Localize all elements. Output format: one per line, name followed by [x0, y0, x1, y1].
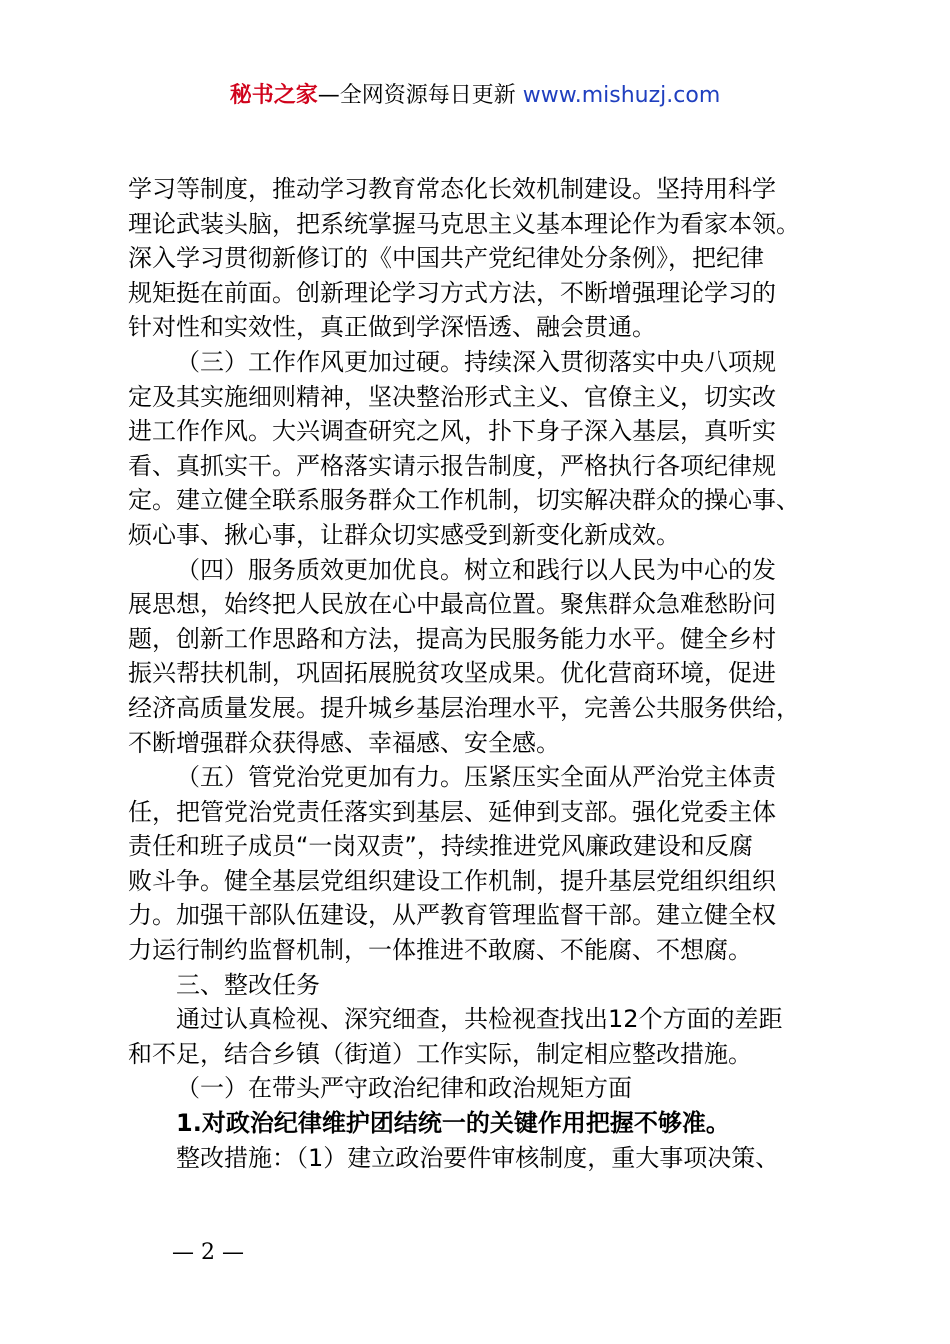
text-line: 整改措施：（1）建立政治要件审核制度，重大事项决策、	[176, 1143, 780, 1172]
text-line: 和不足，结合乡镇（街道）工作实际，制定相应整改措施。	[128, 1039, 752, 1068]
site-header	[0, 80, 950, 112]
text-line: 烦心事、揪心事，让群众切实感受到新变化新成效。	[128, 520, 680, 549]
text-line: （三）工作作风更加过硬。持续深入贯彻落实中央八项规	[176, 347, 776, 376]
text-line: 三、整改任务	[176, 970, 320, 999]
text-line: 通过认真检视、深究细查，共检视查找出12个方面的差距	[176, 1005, 783, 1034]
text-line: 进工作作风。大兴调查研究之风，扑下身子深入基层，真听实	[128, 417, 776, 446]
site-brand: 秘书之家	[229, 83, 318, 108]
text-line: 力运行制约监督机制，一体推进不敢腐、不能腐、不想腐。	[128, 936, 752, 965]
page-number: — 2 —	[172, 1240, 244, 1265]
text-line: 责任和班子成员“一岗双责”，持续推进党风廉政建设和反腐	[128, 832, 753, 861]
text-line: 针对性和实效性，真正做到学深悟透、融会贯通。	[128, 313, 656, 342]
text-line: 任，把管党治党责任落实到基层、延伸到支部。强化党委主体	[128, 797, 776, 826]
text-line: （一）在带头严守政治纪律和政治规矩方面	[176, 1074, 632, 1103]
text-line: 定及其实施细则精神，坚决整治形式主义、官僚主义，切实改	[128, 382, 776, 411]
text-line: 败斗争。健全基层党组织建设工作机制，提升基层党组织组织	[128, 866, 776, 895]
text-line: 展思想，始终把人民放在心中最高位置。聚焦群众急难愁盼问	[128, 590, 776, 619]
text-line: （四）服务质效更加优良。树立和践行以人民为中心的发	[176, 555, 776, 584]
site-tagline: —全网资源每日更新	[317, 83, 523, 108]
text-line: 理论武装头脑，把系统掌握马克思主义基本理论作为看家本领。	[128, 209, 800, 238]
bold-heading-line: 1.对政治纪律维护团结统一的关键作用把握不够准。	[176, 1109, 730, 1138]
site-url-link[interactable]: www.mishuzj.com	[522, 83, 721, 108]
text-line: 不断增强群众获得感、幸福感、安全感。	[128, 728, 560, 757]
document-body	[128, 172, 838, 1175]
text-line: 经济高质量发展。提升城乡基层治理水平，完善公共服务供给，	[128, 693, 800, 722]
text-line: 深入学习贯彻新修订的《中国共产党纪律处分条例》，把纪律	[128, 244, 764, 273]
text-line: 学习等制度，推动学习教育常态化长效机制建设。坚持用科学	[128, 175, 776, 203]
text-line: 看、真抓实干。严格落实请示报告制度，严格执行各项纪律规	[128, 451, 776, 480]
text-line: 力。加强干部队伍建设，从严教育管理监督干部。建立健全权	[128, 901, 776, 930]
text-line: （五）管党治党更加有力。压紧压实全面从严治党主体责	[176, 763, 776, 792]
text-line: 振兴帮扶机制，巩固拓展脱贫攻坚成果。优化营商环境，促进	[128, 659, 776, 688]
text-line: 定。建立健全联系服务群众工作机制，切实解决群众的操心事、	[128, 486, 800, 515]
text-line: 规矩挺在前面。创新理论学习方式方法，不断增强理论学习的	[128, 278, 776, 307]
text-line: 题，创新工作思路和方法，提高为民服务能力水平。健全乡村	[128, 624, 776, 653]
